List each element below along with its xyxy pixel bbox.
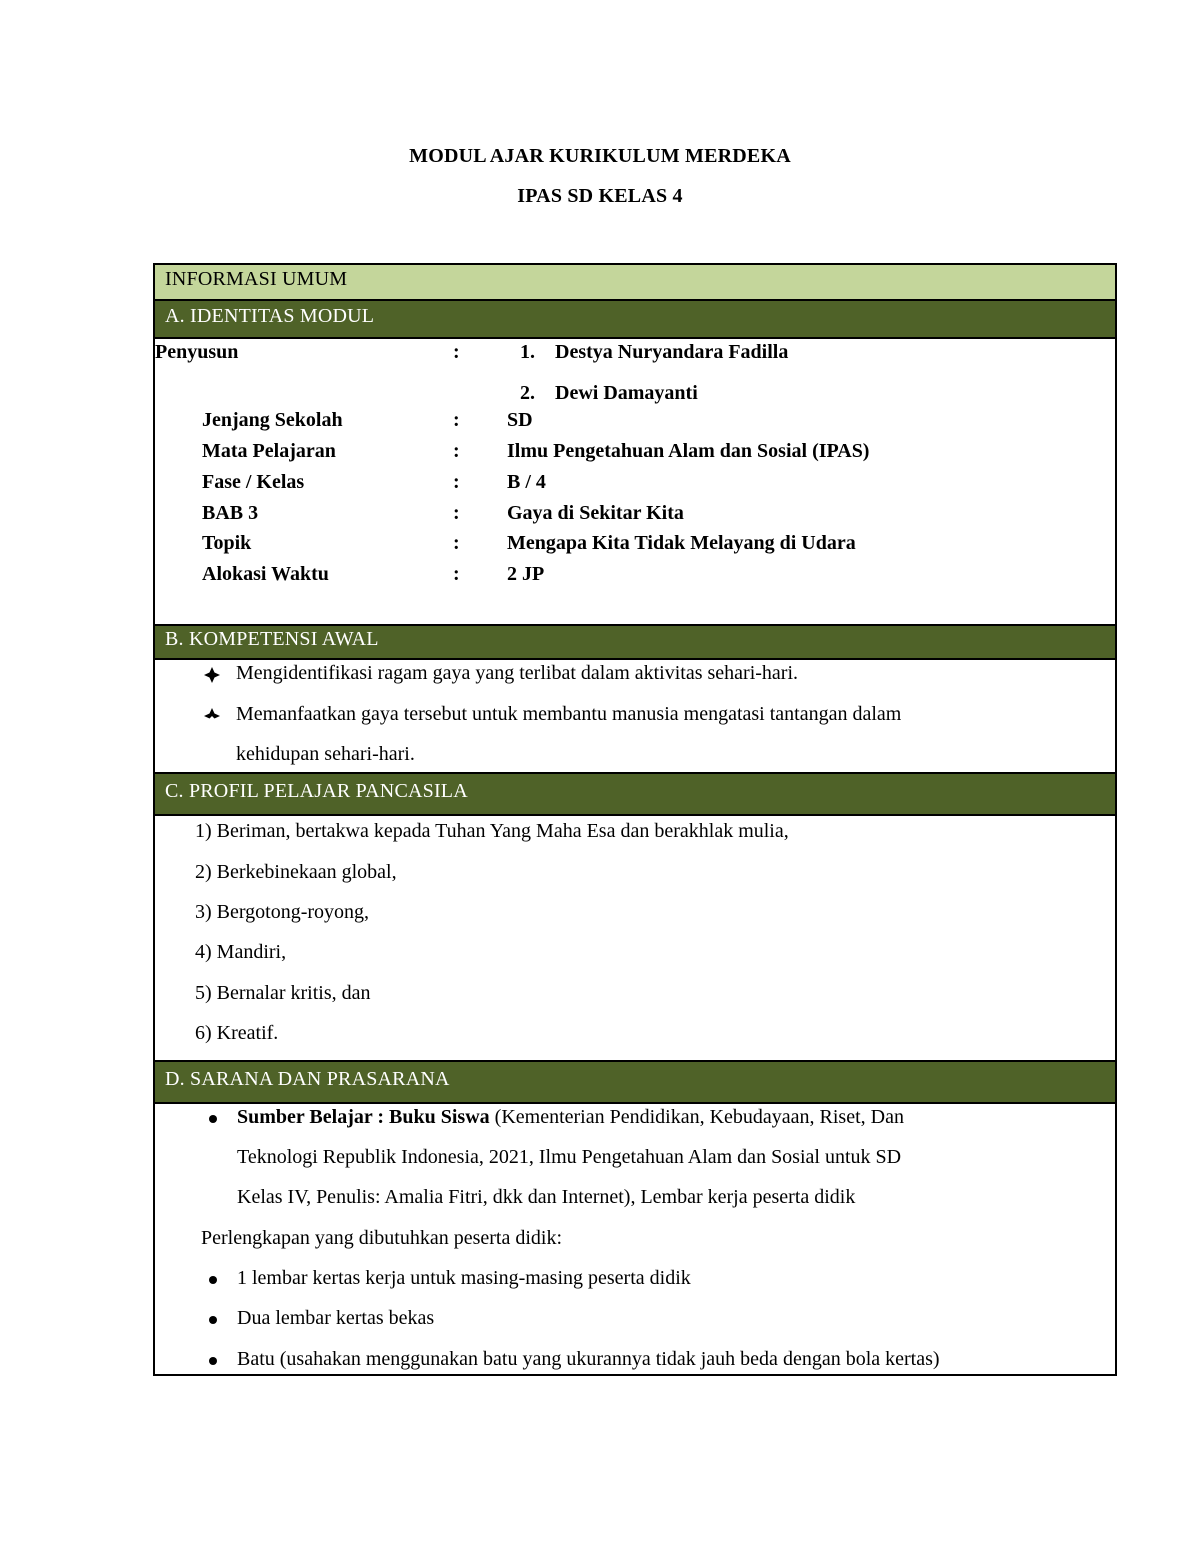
diamond-bullet-icon — [204, 708, 220, 724]
author-2-number: 2. — [520, 382, 535, 404]
document-subtitle: IPAS SD KELAS 4 — [517, 185, 683, 207]
sumber-belajar-line-2: Teknologi Republik Indonesia, 2021, Ilmu Pengetahuan Alam dan Sosial untuk SD — [237, 1146, 902, 1168]
kompetensi-item-1: Mengidentifikasi ragam gaya yang terlibat dalam aktivitas sehari-hari. — [236, 662, 799, 684]
profil-item-4: 4) Mandiri, — [195, 941, 287, 963]
section-a-header — [155, 301, 1115, 339]
sumber-belajar-label: Sumber Belajar : Buku Siswa — [237, 1106, 490, 1128]
kompetensi-item-2: Memanfaatkan gaya tersebut untuk membantu manusia mengatasi tantangan dalam — [236, 703, 902, 725]
fase-value: B / 4 — [507, 471, 546, 493]
section-a-body — [155, 339, 1115, 624]
mapel-colon: : — [453, 440, 460, 462]
bullet-icon — [209, 1115, 217, 1123]
jenjang-value: SD — [507, 409, 533, 431]
jenjang-label: Jenjang Sekolah — [202, 409, 343, 431]
bab-colon: : — [453, 502, 460, 524]
sumber-belajar-line-3: Kelas IV, Penulis: Amalia Fitri, dkk dan Internet), Lembar kerja peserta didik — [237, 1186, 856, 1208]
section-b-title: B. KOMPETENSI AWAL — [165, 627, 379, 650]
mapel-label: Mata Pelajaran — [202, 440, 336, 462]
section-c-body — [155, 816, 1115, 1060]
profil-item-5: 5) Bernalar kritis, dan — [195, 982, 371, 1004]
bullet-icon — [209, 1316, 217, 1324]
alokasi-colon: : — [453, 563, 460, 585]
alokasi-label: Alokasi Waktu — [202, 563, 329, 585]
mapel-value: Ilmu Pengetahuan Alam dan Sosial (IPAS) — [507, 440, 870, 462]
perlengkapan-item-1: 1 lembar kertas kerja untuk masing-masing peserta didik — [237, 1267, 691, 1289]
bab-value: Gaya di Sekitar Kita — [507, 502, 684, 524]
section-c-header — [155, 772, 1115, 816]
author-2-name: Dewi Damayanti — [555, 382, 698, 404]
diamond-bullet-icon — [204, 667, 220, 683]
perlengkapan-intro: Perlengkapan yang dibutuhkan peserta didik: — [201, 1227, 563, 1249]
perlengkapan-item-2: Dua lembar kertas bekas — [237, 1307, 435, 1329]
bab-label: BAB 3 — [202, 502, 259, 524]
perlengkapan-item-3: Batu (usahakan menggunakan batu yang ukurannya tidak jauh beda dengan bola kertas) — [237, 1348, 940, 1370]
topik-colon: : — [453, 532, 460, 554]
topik-value: Mengapa Kita Tidak Melayang di Udara — [507, 532, 856, 554]
section-d-body — [155, 1104, 1115, 1374]
bullet-icon — [209, 1276, 217, 1284]
sumber-belajar-text: (Kementerian Pendidikan, Kebudayaan, Riset, Dan — [489, 1106, 904, 1128]
info-header — [155, 265, 1115, 301]
penyusun-label: Penyusun — [155, 341, 239, 363]
info-header-label: INFORMASI UMUM — [165, 267, 348, 290]
section-a-title: A. IDENTITAS MODUL — [165, 304, 375, 327]
section-d-header — [155, 1060, 1115, 1104]
kompetensi-item-2-cont: kehidupan sehari-hari. — [236, 743, 415, 765]
profil-item-6: 6) Kreatif. — [195, 1022, 279, 1044]
author-1-number: 1. — [520, 341, 535, 363]
fase-label: Fase / Kelas — [202, 471, 305, 493]
profil-item-2: 2) Berkebinekaan global, — [195, 861, 397, 883]
sumber-belajar-line-1 — [237, 1106, 904, 1129]
section-b-header — [155, 624, 1115, 660]
author-1-name: Destya Nuryandara Fadilla — [555, 341, 789, 363]
profil-item-3: 3) Bergotong-royong, — [195, 901, 370, 923]
module-table — [153, 263, 1117, 1376]
bullet-icon — [209, 1357, 217, 1365]
fase-colon: : — [453, 471, 460, 493]
section-d-title: D. SARANA DAN PRASARANA — [165, 1067, 450, 1090]
section-b-body — [155, 660, 1115, 772]
penyusun-colon: : — [453, 341, 460, 363]
jenjang-colon: : — [453, 409, 460, 431]
profil-item-1: 1) Beriman, bertakwa kepada Tuhan Yang Maha Esa dan berakhlak mulia, — [195, 820, 789, 842]
document-title: MODUL AJAR KURIKULUM MERDEKA — [409, 145, 791, 167]
alokasi-value: 2 JP — [507, 563, 545, 585]
topik-label: Topik — [202, 532, 252, 554]
section-c-title: C. PROFIL PELAJAR PANCASILA — [165, 779, 468, 802]
